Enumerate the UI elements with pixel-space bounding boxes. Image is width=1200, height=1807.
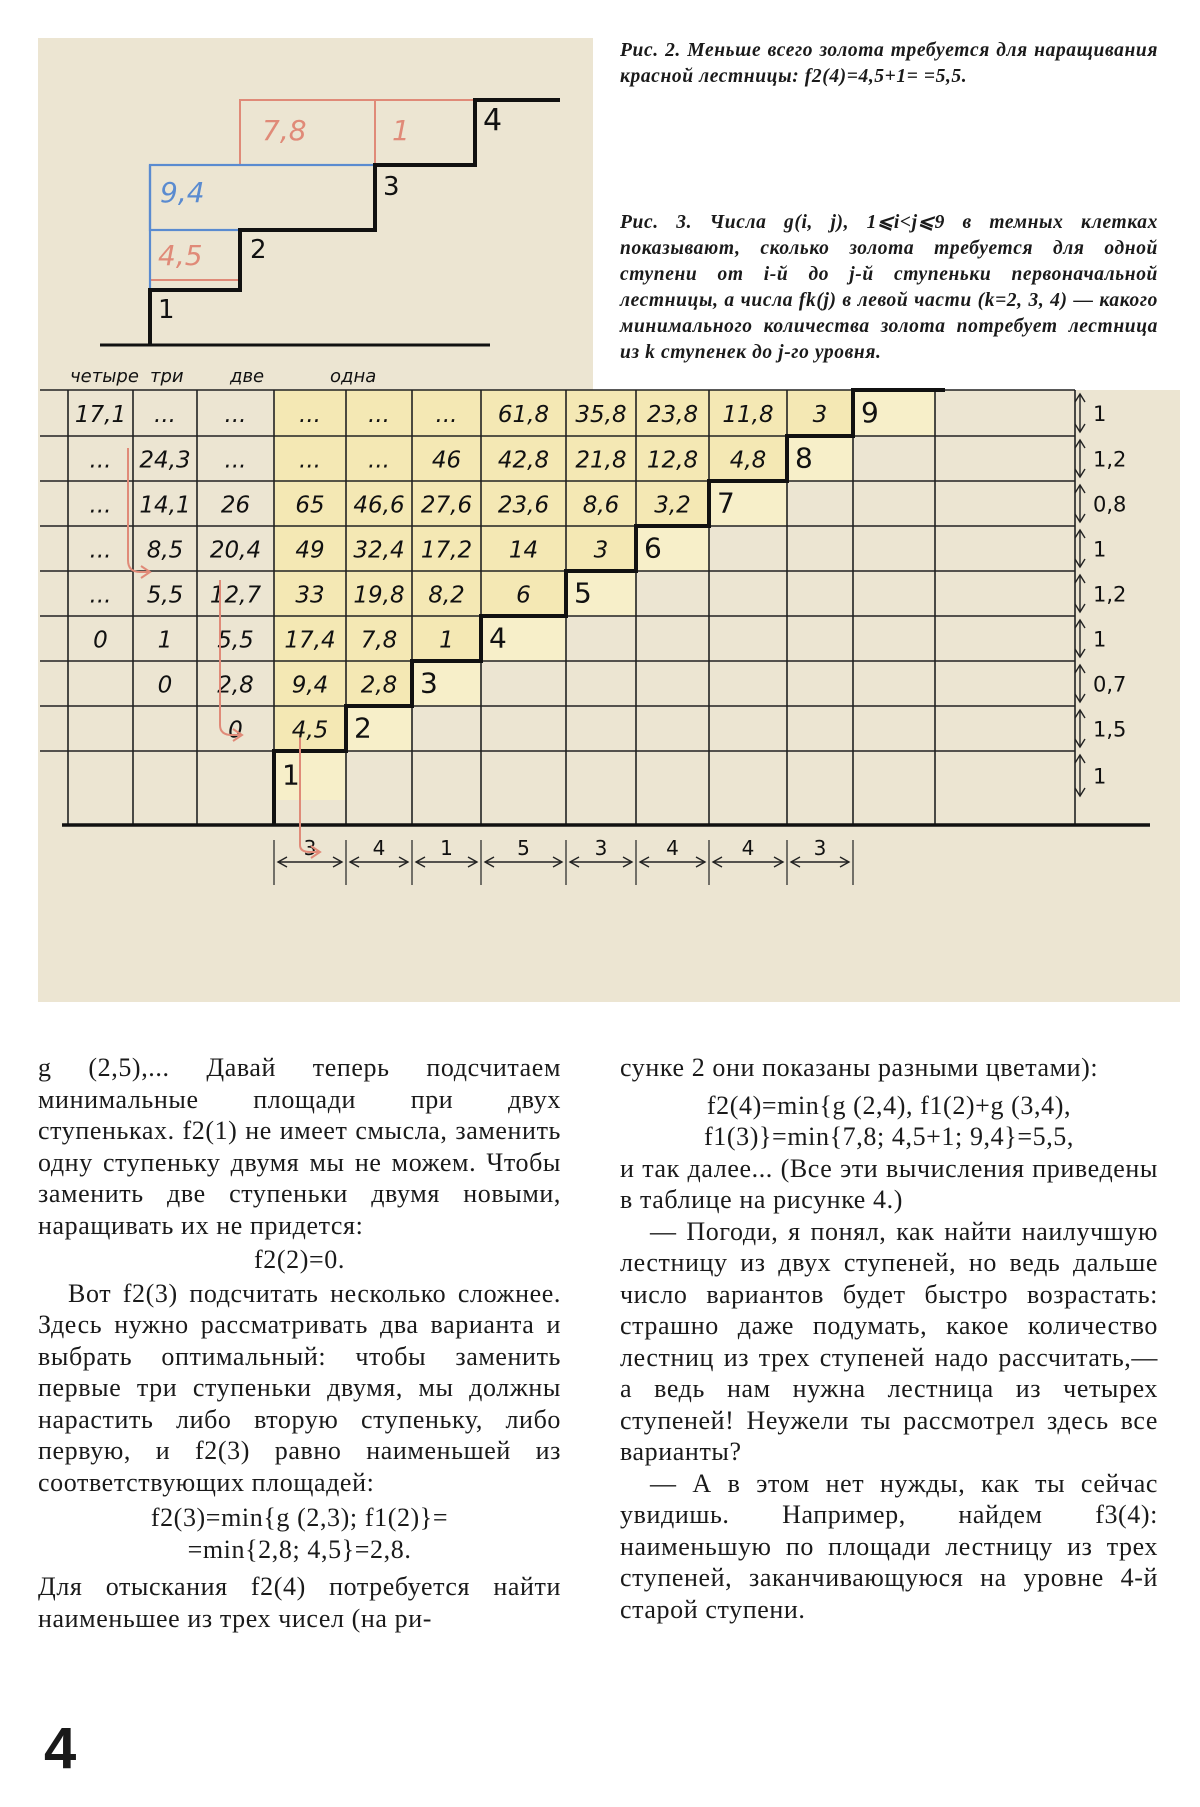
table-cell: 0 [157, 672, 173, 699]
table-cell: ... [368, 402, 390, 428]
table-cell: 17,2 [420, 537, 473, 564]
table-cell: 17,1 [74, 402, 127, 428]
column-header-2: две [230, 366, 265, 387]
table-cell: 27,6 [420, 492, 473, 519]
table-cell: ... [299, 402, 321, 428]
table-cell: 7,8 [360, 627, 398, 654]
table-cell: 2,8 [360, 672, 398, 699]
height-label: 1,5 [1093, 717, 1127, 742]
right-formula-1: f2(4)=min{g (2,4), f1(2)+g (3,4), [706, 1090, 1072, 1120]
step-number: 6 [644, 531, 662, 565]
table-cell: 23,8 [646, 402, 699, 428]
figure-3-caption: Рис. 3. Числа g(i, j), 1⩽i<j⩽9 в темных клетках показывают, сколько золота требуется для одной ступени от i-й до j-й ступеньки первоначальной лестницы, а числа fk(j) в левой части (k=2, 3, 4) — какого минимального количества золота потребует лестница из k ступенек до j-го уровня. [620, 212, 1158, 363]
table-cell: ... [89, 582, 112, 609]
column-header-1: три [150, 366, 184, 387]
fig2-step-4: 4 [483, 103, 503, 138]
table-cell: 3,2 [654, 492, 691, 519]
fig2-value-1: 1 [392, 114, 410, 147]
table-cell: 8,2 [428, 582, 465, 609]
table-cell: 42,8 [497, 447, 550, 474]
table-cell: 5,5 [146, 582, 184, 609]
table-cell: 0 [228, 717, 243, 744]
table-cell: 14,1 [139, 492, 191, 519]
left-formula-2: f2(3)=min{g (2,3); f1(2)}= [150, 1503, 449, 1532]
left-para-3: Для отыскания f2(4) потребуется найти наименьшее из трех чисел (на ри- [38, 1572, 561, 1633]
table-cell: 23,6 [497, 492, 550, 519]
left-formula-3: =min{2,8; 4,5}=2,8. [187, 1534, 412, 1564]
width-label: 3 [813, 836, 827, 860]
table-cell: ... [89, 492, 112, 519]
left-column [38, 1052, 561, 1634]
left-formula-1: f2(2)=0. [254, 1245, 345, 1274]
table-cell: 12,7 [209, 582, 262, 609]
table-cell: 3 [812, 402, 828, 428]
height-label: 1 [1093, 764, 1107, 789]
table-cell: 9,4 [291, 672, 329, 699]
fig2-step-1: 1 [158, 295, 175, 325]
width-label: 3 [303, 836, 317, 860]
table-cell: 20,4 [209, 537, 262, 564]
table-cell: 8,6 [582, 492, 620, 519]
step-number: 1 [282, 758, 300, 792]
table-cell: 0 [93, 627, 108, 654]
table-cell: 21,8 [575, 447, 627, 474]
table-cell: 32,4 [353, 537, 405, 564]
table-cell: 8,5 [146, 537, 184, 564]
column-header-0: четыре [70, 366, 139, 387]
table-cell: 6 [516, 582, 531, 609]
table-cell: 1 [439, 627, 454, 654]
height-label: 0,8 [1093, 492, 1127, 517]
height-label: 1 [1093, 537, 1107, 562]
width-label: 3 [594, 836, 608, 860]
width-label: 1 [440, 836, 453, 860]
table-cell: 4,5 [291, 717, 329, 744]
left-para-1: g (2,5),... Давай теперь подсчитаем минимальные площади при двух ступеньках. f2(1) не имеет смысла, заменить одну ступеньку двумя мы не можем. Чтобы заменить две ступеньки двумя новыми, наращивать их не придется: [38, 1053, 561, 1240]
table-cell: 11,8 [722, 402, 774, 428]
table-cell: 1 [157, 627, 173, 654]
table-cell: 5,5 [217, 627, 254, 654]
step-number: 2 [354, 711, 372, 745]
height-label: 0,7 [1093, 672, 1127, 697]
page-number: 4 [44, 1716, 77, 1781]
table-cell: 26 [220, 492, 251, 519]
table-cell: ... [224, 402, 247, 428]
table-cell: ... [154, 402, 176, 428]
table-cell: 2,8 [217, 672, 254, 699]
right-para-3: — Погоди, я понял, как найти наилучшую лестницу из двух ступеней, но ведь дальше число вариантов будет быстро возрастать: страшно даже подумать, какое количество лестниц из трех ступеней надо рассчитать,— а ведь нам нужна лестница из четырех ступеней! Неужели ты рассмотрел здесь все варианты? [620, 1216, 1158, 1466]
table-cell: 65 [295, 492, 325, 519]
fig2-step-2: 2 [250, 235, 267, 265]
step-number: 3 [420, 666, 438, 700]
table-cell: 12,8 [646, 447, 699, 474]
height-label: 1 [1093, 627, 1107, 652]
figure-2-caption: Рис. 2. Меньше всего золота требуется для наращивания красной лестницы: f2(4)=4,5+1= =5,5. [620, 40, 1158, 87]
table-cell: 35,8 [575, 402, 627, 428]
fig2-step-3: 3 [383, 172, 400, 202]
right-formula-2: f1(3)}=min{7,8; 4,5+1; 9,4}=5,5, [704, 1122, 1074, 1151]
table-cell: ... [299, 447, 321, 474]
table-cell: ... [224, 447, 247, 474]
step-number: 9 [861, 396, 879, 429]
table-cell: ... [435, 402, 458, 428]
step-number: 7 [717, 486, 735, 520]
right-para-4: — А в этом нет нужды, как ты сейчас увидишь. Например, найдем f3(4): наименьшую по площади лестницу из трех ступеней, заканчивающуюся на уровне 4-й старой ступени. [620, 1468, 1158, 1624]
height-label: 1 [1093, 402, 1107, 426]
fig2-value-94: 9,4 [160, 176, 205, 209]
height-label: 1,2 [1093, 582, 1127, 607]
table-cell: ... [368, 447, 390, 474]
table-cell: 24,3 [139, 447, 191, 474]
table-cell: 14 [508, 537, 539, 564]
step-number: 8 [795, 441, 813, 475]
column-header-3: одна [330, 366, 377, 387]
right-para-2: и так далее... (Все эти вычисления приведены в таблице на рисунке 4.) [620, 1153, 1158, 1214]
table-cell: 46,6 [353, 492, 405, 519]
table-cell: 46 [431, 447, 462, 474]
table-cell: 49 [295, 537, 325, 564]
table-cell: 61,8 [497, 402, 550, 428]
fig2-value-45: 4,5 [158, 239, 203, 272]
right-para-1: сунке 2 они показаны разными цветами): [620, 1053, 1099, 1082]
step-number: 5 [574, 576, 592, 610]
table-cell: 17,4 [284, 627, 336, 654]
width-label: 5 [517, 836, 530, 860]
height-label: 1,2 [1093, 447, 1127, 472]
table-cell: 19,8 [353, 582, 405, 609]
width-label: 4 [666, 836, 679, 860]
table-cell: ... [89, 537, 112, 564]
table-cell: 3 [593, 537, 609, 564]
fig2-value-78: 7,8 [262, 114, 307, 147]
left-para-2: Вот f2(3) подсчитать несколько сложнее. Здесь нужно рассматривать два варианта и выбрать оптимальный: чтобы заменить первые три ступеньки двумя, мы должны нарастить либо вторую ступеньку, либо первую, и f2(3) равно наименьшей из соответствующих площадей: [38, 1278, 561, 1497]
width-label: 4 [741, 836, 755, 860]
table-cell: 4,8 [729, 447, 767, 474]
table-cell: ... [89, 447, 112, 474]
right-column [620, 1052, 1158, 1625]
width-label: 4 [372, 836, 386, 860]
step-number: 4 [489, 621, 507, 655]
table-cell: 33 [295, 582, 325, 609]
